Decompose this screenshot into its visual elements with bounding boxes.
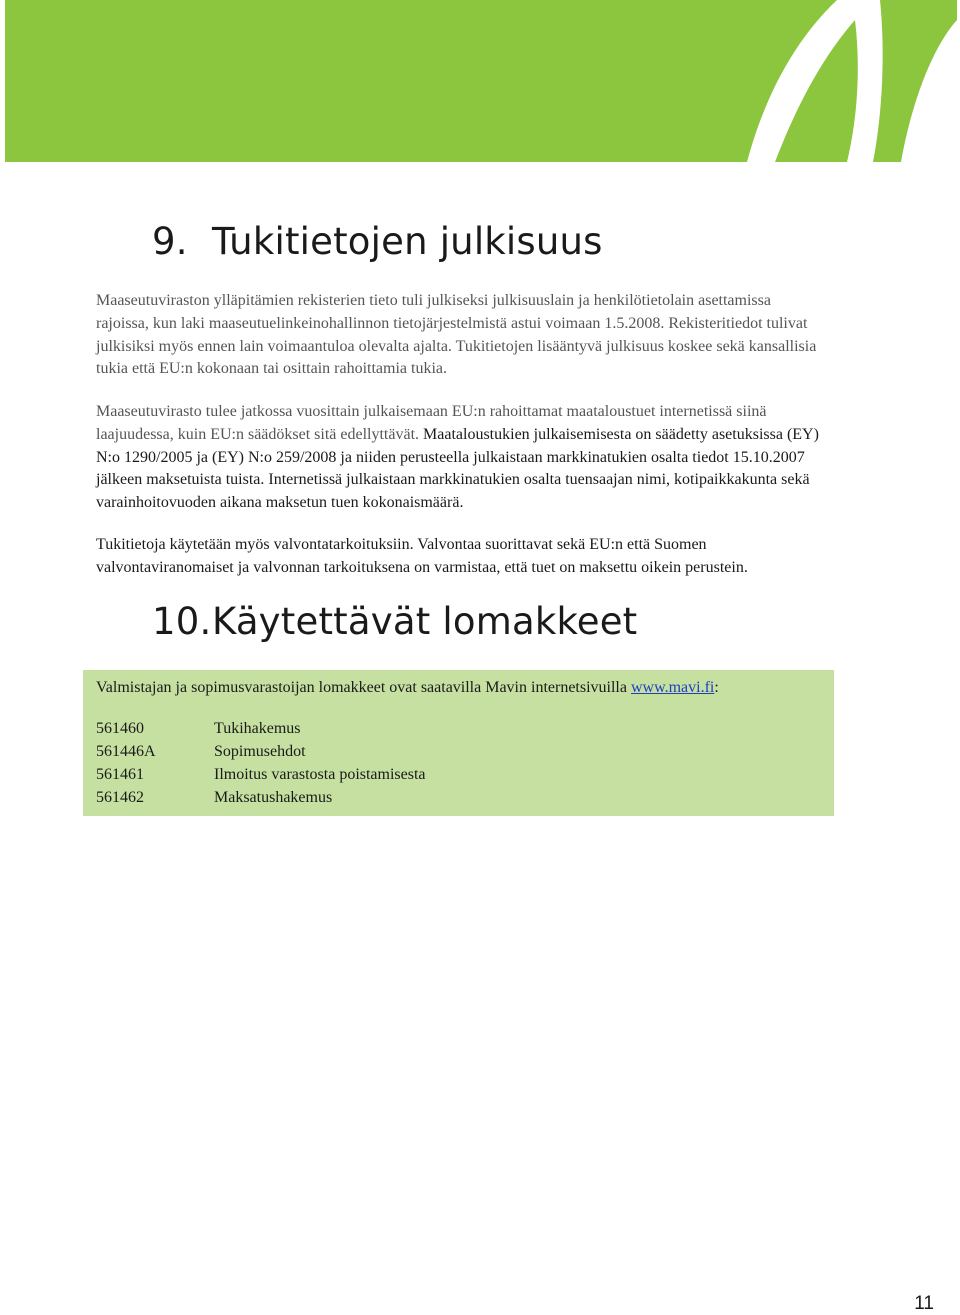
section-9-title: Tukitietojen julkisuus — [212, 220, 603, 263]
section-10-title: Käytettävät lomakkeet — [212, 600, 638, 643]
form-item — [96, 786, 426, 809]
section-10-number: 10. — [152, 600, 212, 643]
forms-intro-text: Valmistajan ja sopimusvarastoijan lomakkeet ovat saatavilla Mavin internetsivuilla — [96, 679, 631, 696]
section-10-heading — [152, 600, 637, 643]
mavi-link[interactable]: www.mavi.fi — [630, 679, 715, 696]
section-9-heading — [152, 220, 603, 263]
leaf-shape-right — [901, 20, 957, 162]
form-code: 561446A — [96, 743, 156, 760]
form-code: 561462 — [96, 789, 144, 806]
paragraph-publicity-1 — [96, 290, 826, 381]
forms-intro — [96, 677, 719, 699]
header-banner — [5, 0, 957, 162]
form-name: Maksatushakemus — [214, 789, 333, 806]
form-name: Sopimusehdot — [214, 743, 306, 760]
paragraph-publicity-3: Tukitietoja käytetään myös valvontatarkoituksiin. Valvontaa suorittavat sekä EU:n että Suomen valvontaviranomaiset ja valvonnan tarkoituksena on varmistaa, että tuet on maksettu oikein perustein. — [96, 536, 748, 576]
form-code: 561461 — [96, 766, 144, 783]
paragraph-1-part-2: Tukitietojen lisääntyvä julkisuus koskee sekä kansallisia tukia että EU:n kokonaan tai osittain rahoittamia tukia. — [96, 337, 817, 378]
leaf-decoration — [5, 0, 957, 162]
forms-list — [96, 717, 426, 809]
section-9-number: 9. — [152, 220, 188, 263]
paragraph-2-part-2: Maataloustukien julkaisemisesta on säädetty asetuksissa (EY) N:o 1290/2005 ja (EY) N:o 259/2008 ja niiden perusteella julkaistaan markkinatukien osalta tiedot 15.10.2007 jälkeen maksetuista tuista. Internetissä julkaistaan markkinatukien osalta tuensaajan nimi, kotipaikkakunta sekä varainhoitovuoden aikana maksetun tuen kokonaismäärä. — [96, 425, 819, 512]
form-item — [96, 717, 426, 740]
paragraph-publicity-2 — [96, 401, 826, 515]
paragraph-2-part-1: Maaseutuvirasto tulee jatkossa vuosittain julkaisemaan EU:n rahoittamat maataloustuet internetissä siinä laajuudessa, kuin EU:n säädökset sitä edellyttävät. — [96, 403, 767, 443]
forms-info-box — [83, 670, 834, 816]
page-number: 11 — [914, 1293, 934, 1314]
forms-intro-suffix: : — [714, 679, 719, 696]
form-name: Ilmoitus varastosta poistamisesta — [214, 766, 426, 783]
form-name: Tukihakemus — [214, 720, 301, 737]
form-item — [96, 763, 426, 786]
form-code: 561460 — [96, 720, 144, 737]
form-item — [96, 740, 426, 763]
paragraph-1-part-1: Maaseutuviraston ylläpitämien rekisterien tieto tuli julkiseksi julkisuuslain ja henkilötietolain asettamissa rajoissa, kun laki maaseutuelinkeinohallinnon tietojärjestelmistä astui voimaan 1.5.2008. Rekisteritiedot tulivat julkisiksi myös ennen lain voimaantuloa olevalta ajalta. — [96, 292, 808, 355]
